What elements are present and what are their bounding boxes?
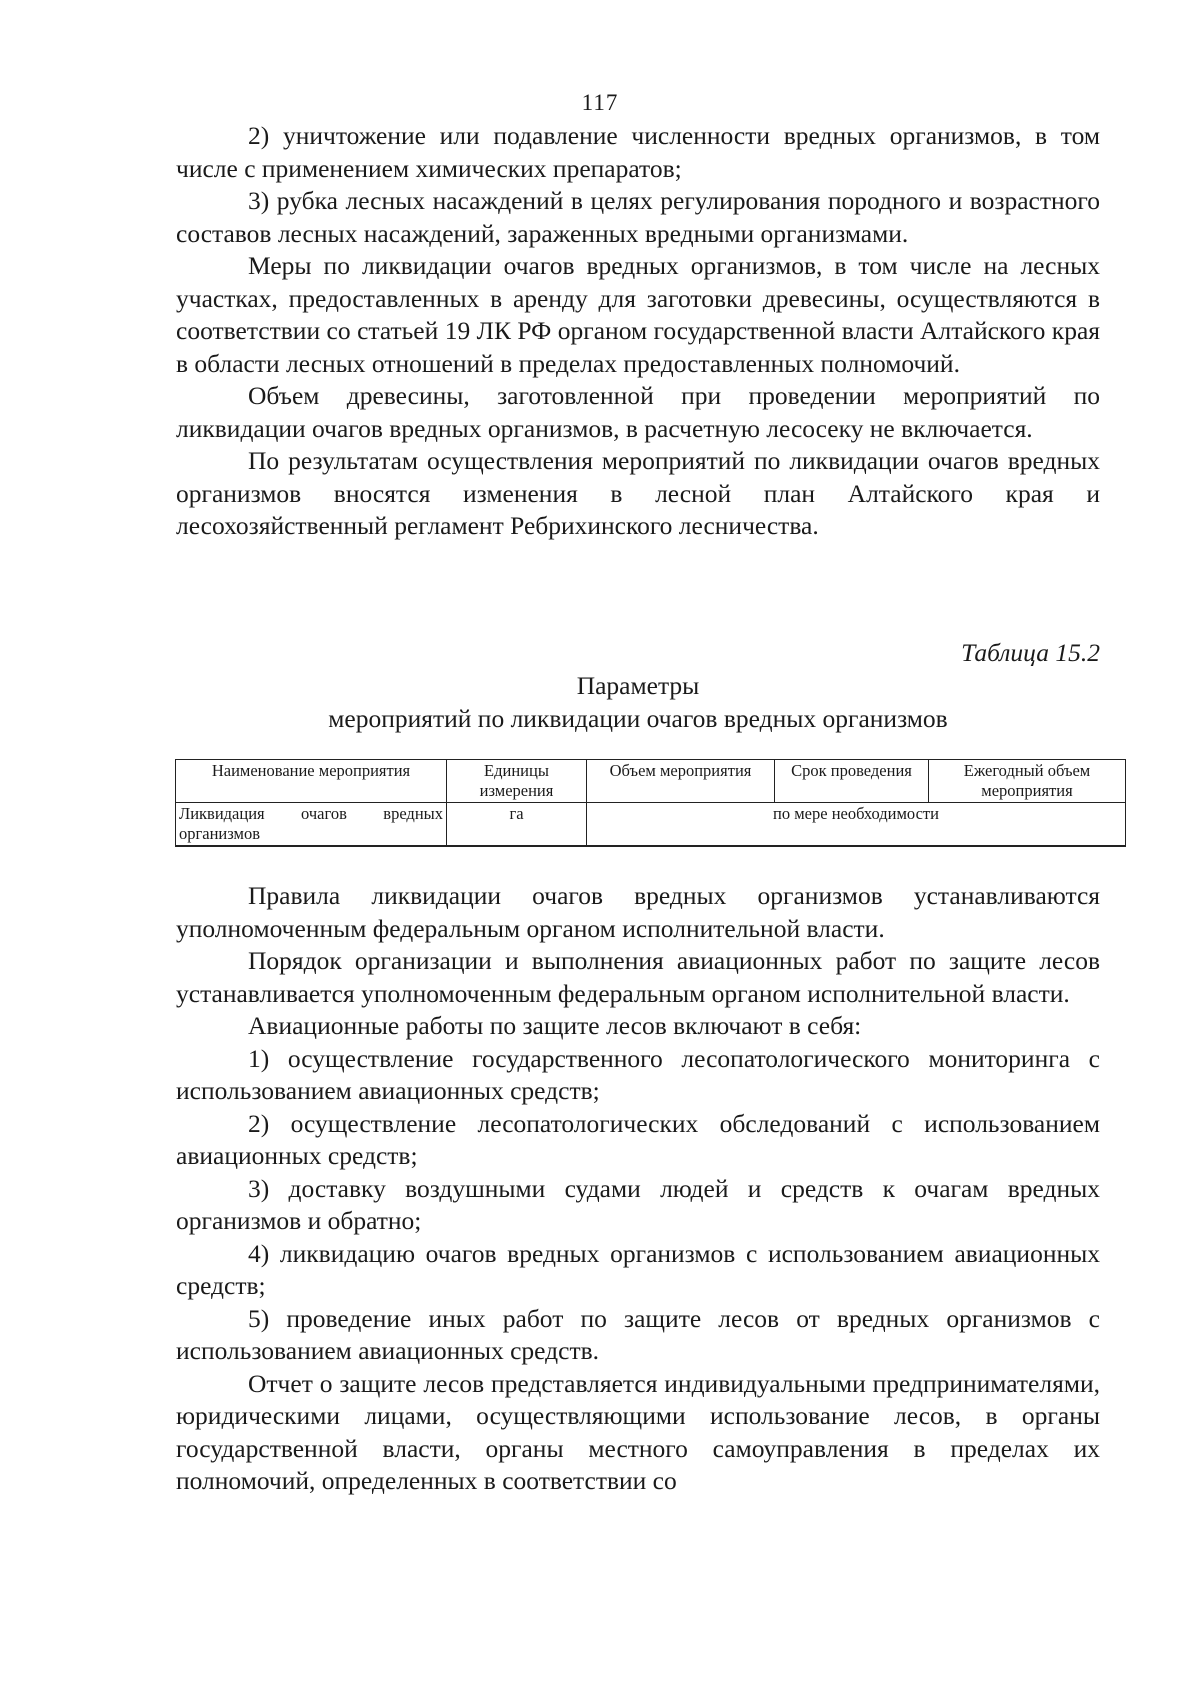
paragraph: Порядок организации и выполнения авиационных работ по защите лесов устанавливается уполномоченным федеральным органом исполнительной власти.	[176, 946, 1100, 1008]
table-cell-note: по мере необходимости	[587, 803, 1126, 847]
paragraph: 2) уничтожение или подавление численности вредных организмов, в том числе с применением химических препаратов;	[176, 121, 1100, 183]
paragraph: Объем древесины, заготовленной при проведении мероприятий по ликвидации очагов вредных организмов, в расчетную лесосеку не включается.	[176, 381, 1100, 443]
paragraph: Меры по ликвидации очагов вредных организмов, в том числе на лесных участках, предоставленных в аренду для заготовки древесины, осуществляются в соответствии со статьей 19 ЛК РФ органом государственной власти Алтайского края в области лесных отношений в пределах предоставленных полномочий.	[176, 251, 1100, 378]
table-row	[176, 803, 1126, 847]
paragraph: 4) ликвидацию очагов вредных организмов с использованием авиационных средств;	[176, 1238, 1100, 1300]
text-block-bottom	[176, 880, 1100, 1498]
table-subtitle: мероприятий по ликвидации очагов вредных организмов	[328, 704, 948, 733]
parameters-table	[175, 759, 1126, 847]
paragraph: 3) рубка лесных насаждений в целях регулирования породного и возрастного составов лесных насаждений, зараженных вредными организмами.	[176, 186, 1100, 248]
paragraph: По результатам осуществления мероприятий по ликвидации очагов вредных организмов вносятся изменения в лесной план Алтайского края и лесохозяйственный регламент Ребрихинского лесничества.	[176, 446, 1100, 540]
paragraph: 1) осуществление государственного лесопатологического мониторинга с использованием авиационных средств;	[176, 1043, 1100, 1105]
paragraph: Отчет о защите лесов представляется индивидуальными предпринимателями, юридическими лицами, осуществляющими использование лесов, в органы государственной власти, органы местного самоуправления в пределах их полномочий, определенных в соответствии со	[176, 1368, 1100, 1495]
paragraph: 5) проведение иных работ по защите лесов от вредных организмов с использованием авиационных средств.	[176, 1303, 1100, 1365]
table-cell-name: Ликвидация очагов вредных организмов	[176, 803, 447, 847]
table-header-cell: Наименование мероприятия	[176, 760, 447, 803]
table-caption: Таблица 15.2	[961, 638, 1100, 667]
table-title: Параметры	[576, 671, 700, 700]
table-header-cell: Ежегодный объем мероприятия	[929, 760, 1126, 803]
paragraph: Авиационные работы по защите лесов включают в себя:	[248, 1011, 862, 1040]
paragraph: 3) доставку воздушными судами людей и средств к очагам вредных организмов и обратно;	[176, 1173, 1100, 1235]
table-header-cell: Срок проведения	[775, 760, 929, 803]
table-header-cell: Единицы измерения	[447, 760, 587, 803]
paragraph: Правила ликвидации очагов вредных организмов устанавливаются уполномоченным федеральным органом исполнительной власти.	[176, 881, 1100, 943]
table-header-row	[176, 760, 1126, 803]
table-header-cell: Объем мероприятия	[587, 760, 775, 803]
table-cell-unit: га	[447, 803, 587, 847]
paragraph: 2) осуществление лесопатологических обследований с использованием авиационных средств;	[176, 1108, 1100, 1170]
page-number: 117	[581, 90, 619, 115]
text-block-top	[176, 120, 1100, 543]
